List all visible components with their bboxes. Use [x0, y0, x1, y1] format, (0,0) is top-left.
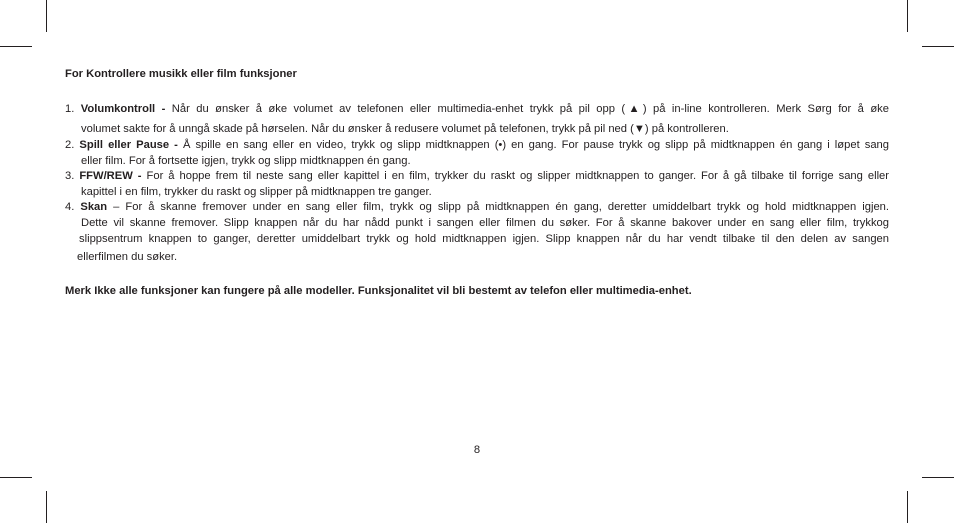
item-text: volumet sakte for å unngå skade på hørselen. Når du ønsker å redusere volumet på telefonen, trykk på pil ned (▼) på kontrolleren.: [81, 123, 729, 135]
crop-mark: [922, 46, 954, 47]
item-text: For å hoppe frem til neste sang eller kapittel i en film, trykker du raskt og slipper midtknappen to ganger. For å gå tilbake til forrige sang eller: [146, 170, 890, 182]
item-text: slippsentrum knappen to ganger, deretter umiddelbart trykk og hold midtknappen igjen. Slipp knappen når du har vendt tilbake til den delen av sangen: [79, 233, 889, 245]
item-number: 2.: [65, 139, 75, 151]
item-label: Volumkontroll: [80, 103, 156, 115]
crop-mark: [922, 477, 954, 478]
item-number: 3.: [65, 170, 75, 182]
item-number: 4.: [65, 201, 75, 213]
item-text: ellerfilmen du søker.: [77, 251, 178, 263]
item-text: Når du ønsker å øke volumet av telefonen eller multimedia-enhet trykk på pil opp (▲) på in-line kontrolleren. Merk Sørg for å øke: [171, 103, 889, 115]
crop-mark: [0, 477, 32, 478]
crop-mark: [46, 491, 47, 523]
section-heading: For Kontrollere musikk eller film funksjoner: [65, 68, 297, 80]
item-number: 1.: [65, 103, 75, 115]
crop-mark: [0, 46, 32, 47]
crop-mark: [46, 0, 47, 32]
list-item: 3. FFW/REW - For å hoppe frem til neste sang eller kapittel i en film, trykker du raskt og slipper midtknappen to ganger. For å gå tilbake til forrige sang eller: [65, 170, 890, 182]
list-item: 4. Skan – For å skanne fremover under en sang eller film, trykk og slipp på midtknappen én gang, deretter umiddelbart trykk og hold midtknappen igjen.: [65, 201, 889, 213]
item-text: Å spille en sang eller en video, trykk og slipp midtknappen (•) en gang. For pause trykk og slipp på midtknappen én gang i løpet sang: [182, 139, 889, 151]
page-number: 8: [473, 444, 481, 456]
crop-mark: [907, 0, 908, 32]
item-text: kapittel i en film, trykker du raskt og slipper på midtknappen tre ganger.: [81, 186, 432, 198]
item-label: FFW/REW: [79, 170, 133, 182]
item-text: Dette vil skanne fremover. Slipp knappen når du har nådd punkt i sangen eller filmen du søker. For å skanne bakover under en sang eller film, trykkog: [81, 217, 889, 229]
note-text: Merk Ikke alle funksjoner kan fungere på alle modeller. Funksjonalitet vil bli bestemt av telefon eller multimedia-enhet.: [65, 285, 692, 297]
item-text: eller film. For å fortsette igjen, trykk og slipp midtknappen én gang.: [81, 155, 411, 167]
list-item: 1. Volumkontroll - Når du ønsker å øke volumet av telefonen eller multimedia-enhet trykk på pil opp (▲) på in-line kontrolleren. Merk Sørg for å øke: [65, 103, 889, 115]
item-text: For å skanne fremover under en sang eller film, trykk og slipp på midtknappen én gang, deretter umiddelbart trykk og hold midtknappen igjen.: [125, 201, 889, 213]
list-item: 2. Spill eller Pause - Å spille en sang eller en video, trykk og slipp midtknappen (•) en gang. For pause trykk og slipp på midtknappen én gang i løpet sang: [65, 139, 889, 151]
item-label: Spill eller Pause: [79, 139, 170, 151]
crop-mark: [907, 491, 908, 523]
item-label: Skan: [80, 201, 108, 213]
